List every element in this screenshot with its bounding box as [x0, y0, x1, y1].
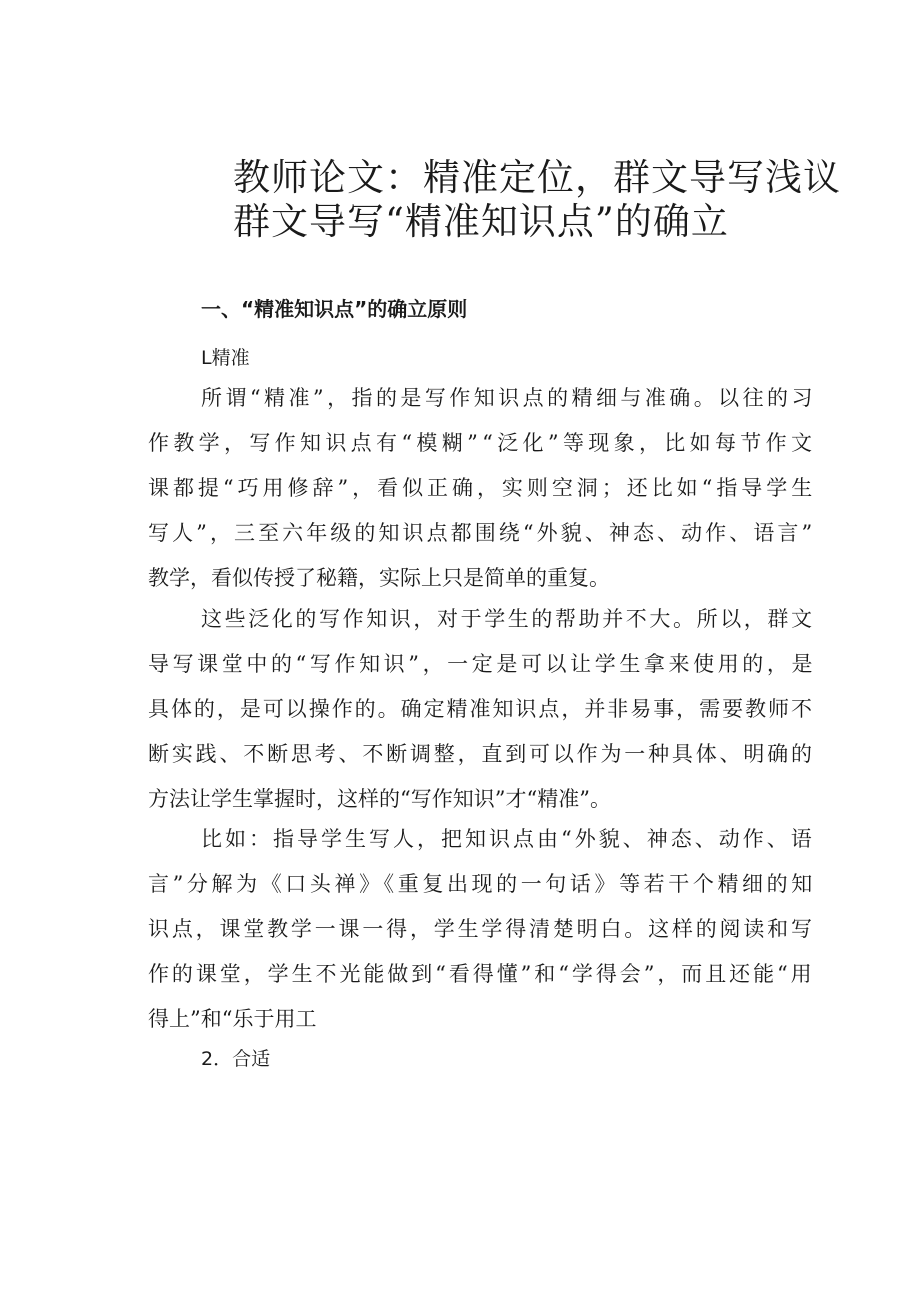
paragraph-1-line-3: 课都提“巧用修辞”，看似正确，实则空洞；还比如“指导学生 — [148, 476, 817, 500]
paragraph-1-line-4: 写人”，三至六年级的知识点都围绕“外貌、神态、动作、语言” — [148, 521, 816, 545]
paragraph-1-line-1: 所谓“精准”，指的是写作知识点的精细与准确。以往的习 — [201, 386, 816, 410]
paragraph-3-line-5: 得上”和“乐于用工 — [148, 1007, 317, 1031]
paragraph-1-line-5: 教学，看似传授了秘籍，实际上只是简单的重复。 — [148, 566, 610, 590]
paragraph-3-line-1: 比如：指导学生写人，把知识点由“外貌、神态、动作、语 — [201, 827, 815, 851]
paragraph-2-line-5: 方法让学生掌握时，这样的“写作知识”才“精准”。 — [148, 787, 611, 811]
paragraph-3-line-2: 言”分解为《口头禅》《重复出现的一句话》等若干个精细的知 — [148, 872, 816, 896]
paragraph-2-line-4: 断实践、不断思考、不断调整，直到可以作为一种具体、明确的 — [148, 742, 815, 766]
paragraph-3-line-3: 识点，课堂教学一课一得，学生学得清楚明白。这样的阅读和写 — [148, 917, 815, 941]
paragraph-2-line-1: 这些泛化的写作知识，对于学生的帮助并不大。所以，群文 — [201, 607, 815, 631]
section-heading: 一、“精准知识点”的确立原则 — [201, 297, 468, 321]
subsection-heading-suitable: 2．合适 — [201, 1048, 271, 1070]
paragraph-2-line-2: 导写课堂中的“写作知识”，一定是可以让学生拿来使用的，是 — [148, 652, 817, 676]
document-title-line-2: 群文导写“精准知识点”的确立 — [233, 200, 729, 243]
document-title-line-1: 教师论文：精准定位，群文导写浅议 — [233, 156, 841, 199]
paragraph-2-line-3: 具体的，是可以操作的。确定精准知识点，并非易事，需要教师不 — [148, 697, 814, 721]
paragraph-1-line-2: 作教学，写作知识点有“模糊”“泛化”等现象，比如每节作文 — [148, 431, 817, 455]
subsection-heading-accuracy: L精准 — [201, 347, 250, 369]
paragraph-3-line-4: 作的课堂，学生不光能做到“看得懂”和“学得会”，而且还能“用 — [148, 962, 815, 986]
